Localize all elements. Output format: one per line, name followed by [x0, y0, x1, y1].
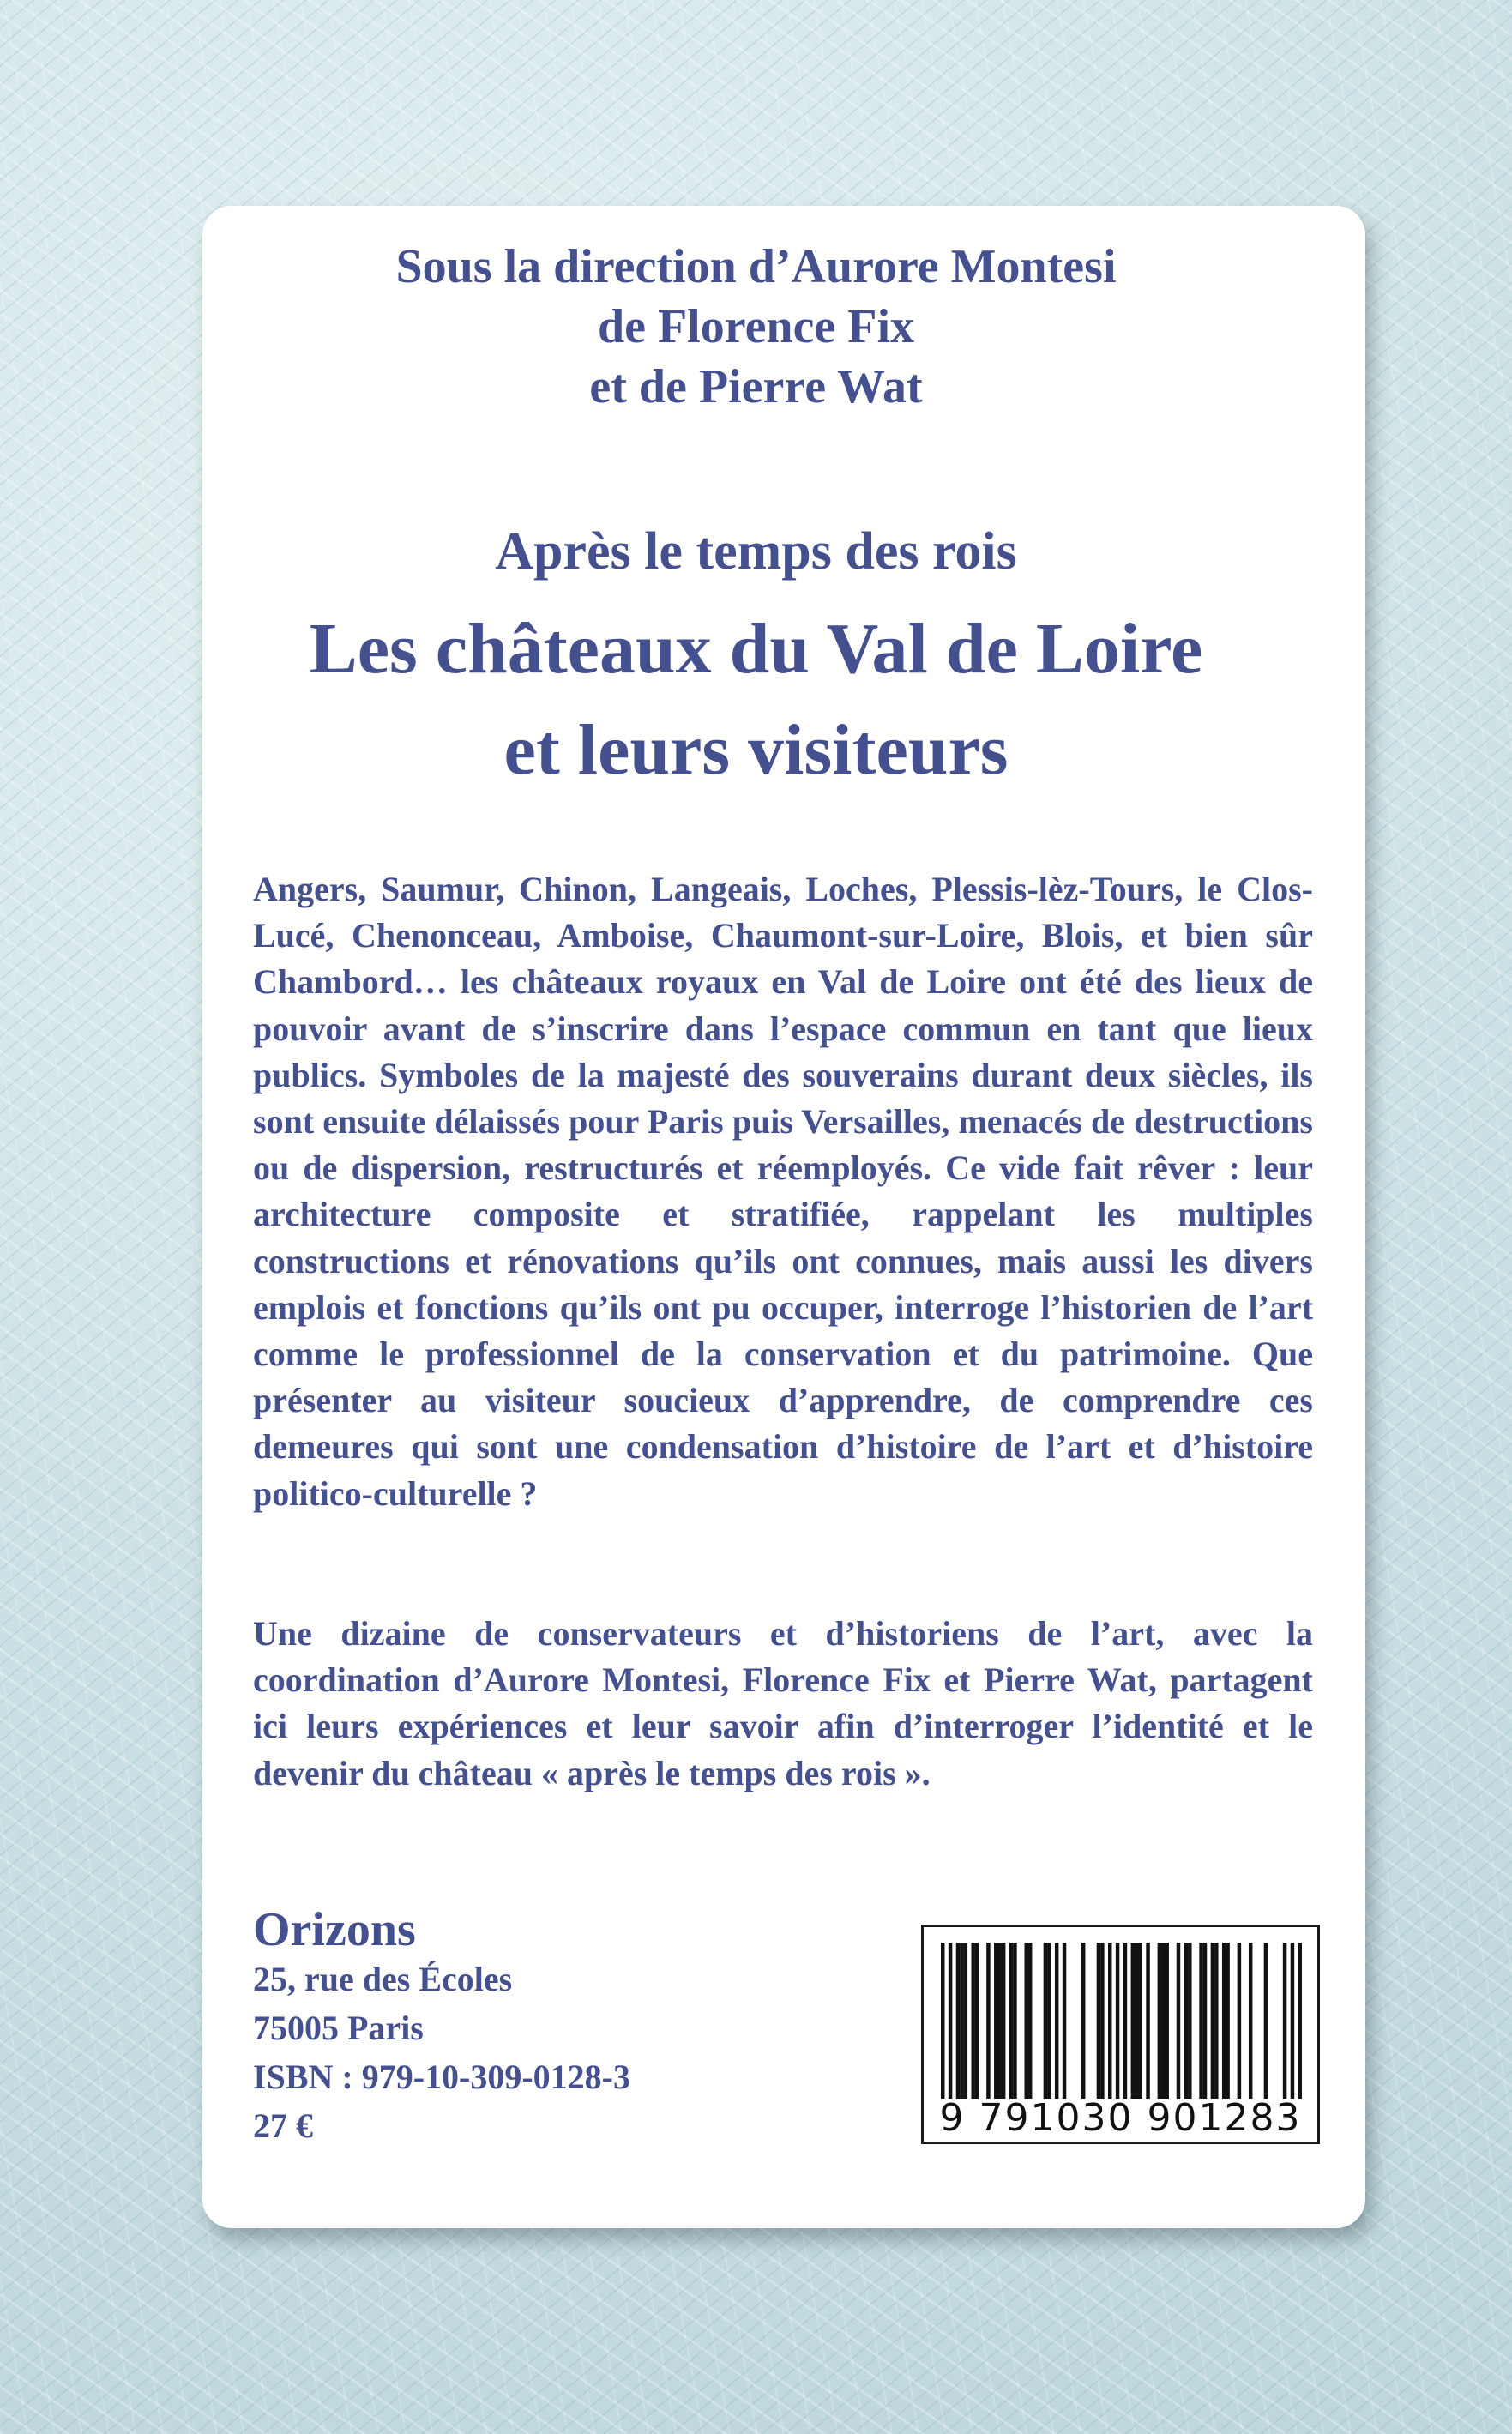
barcode-bar [1214, 1943, 1218, 2099]
barcode-bar [1081, 1943, 1085, 2099]
barcode-bar [1165, 1943, 1168, 2099]
book-price: 27 € [253, 2106, 313, 2145]
barcode-bar [1238, 1943, 1241, 2099]
barcode-bar [1146, 1943, 1149, 2099]
barcode-bar [1002, 1943, 1005, 2099]
barcode-bar [1028, 1943, 1032, 2099]
barcode-bar [964, 1943, 967, 2099]
barcode-bar [949, 1943, 952, 2099]
barcode-bars [941, 1943, 1302, 2099]
isbn-number: ISBN : 979-10-309-0128-3 [253, 2057, 630, 2096]
barcode-bar [1123, 1943, 1127, 2099]
barcode-bar [1188, 1943, 1191, 2099]
barcode-bar [1226, 1943, 1229, 2099]
barcode-bar [1177, 1943, 1180, 2099]
barcode-bar [1131, 1943, 1135, 2099]
barcode-bar [1203, 1943, 1207, 2099]
barcode-bar [1013, 1943, 1016, 2099]
book-subtitle: Après le temps des rois [495, 522, 1017, 581]
barcode-bar [1222, 1943, 1226, 2099]
barcode-bar [1116, 1943, 1119, 2099]
barcode-bar [1044, 1943, 1047, 2099]
barcode-bar [1135, 1943, 1138, 2099]
barcode-bar [1283, 1943, 1286, 2099]
barcode [921, 1925, 1320, 2144]
barcode-digits: 9 791030 901283 [939, 2096, 1302, 2140]
barcode-bar [1211, 1943, 1214, 2099]
publisher-city: 75005 Paris [253, 2009, 424, 2047]
book-title-line-2: et leurs visiteurs [503, 710, 1009, 790]
barcode-bar [1184, 1943, 1188, 2099]
publisher-name: Orizons [253, 1903, 416, 1956]
barcode-bar [1291, 1943, 1294, 2099]
barcode-bar [1047, 1943, 1051, 2099]
barcode-bar [994, 1943, 997, 2099]
book-title-line-1: Les châteaux du Val de Loire [309, 609, 1203, 689]
barcode-bar [1138, 1943, 1142, 2099]
barcode-bar [1100, 1943, 1104, 2099]
barcode-bar [941, 1943, 944, 2099]
barcode-bar [1024, 1943, 1027, 2099]
direction-line-3: et de Pierre Wat [589, 360, 923, 413]
direction-line-2: de Florence Fix [597, 300, 915, 353]
barcode-bar [1199, 1943, 1202, 2099]
barcode-bar [1249, 1943, 1252, 2099]
summary-paragraph-1: Angers, Saumur, Chinon, Langeais, Loches, Plessis-lèz-Tours, le Clos-Lucé, Chenonceau, Amboise, Chaumont-sur-Loire, Blois, et bien sûr Chambord… les châteaux royaux en Val de Loire ont été des lieux de pouvoir avant de s’inscrire dans l’espace commun en tant que lieux publics. Symboles de la majesté des souverains durant deux siècles, ils sont ensuite délaissés pour Paris puis Versailles, menacés de destructions ou de dispersion, restructurés et réemployés. Ce vide fait rêver : leur architecture composite et stratifiée, rappelant les multiples constructions et rénovations qu’ils ont connues, mais aussi les divers emplois et fonctions qu’ils ont pu occuper, interroge l’historien de l’art comme le professionnel de la conservation et du patrimoine. Que présenter au visiteur soucieux d’apprendre, de comprendre ces demeures qui sont une condensation d’histoire de l’art et d’histoire politico-culturelle ? [253, 870, 1313, 1513]
barcode-bar [1108, 1943, 1111, 2099]
barcode-bar [1055, 1943, 1058, 2099]
barcode-bar [960, 1943, 963, 2099]
summary-paragraph-2: Une dizaine de conservateurs et d’historiens de l’art, avec la coordination d’Aurore Montesi, Florence Fix et Pierre Wat, partagent ici leurs expériences et leur savoir afin d’interroger l’identité et le devenir du château « après le temps des rois ». [253, 1614, 1313, 1792]
direction-line-1: Sous la direction d’Aurore Montesi [395, 240, 1117, 293]
barcode-bar [1009, 1943, 1013, 2099]
barcode-bar [1298, 1943, 1302, 2099]
barcode-bar [971, 1943, 974, 2099]
barcode-bar [956, 1943, 960, 2099]
barcode-bar [1264, 1943, 1268, 2099]
barcode-bar [975, 1943, 979, 2099]
publisher-street: 25, rue des Écoles [253, 1960, 513, 1998]
barcode-bar [997, 1943, 1001, 2099]
barcode-bar [986, 1943, 990, 2099]
barcode-bar [1161, 1943, 1165, 2099]
barcode-bar [1063, 1943, 1066, 2099]
barcode-bar [1097, 1943, 1100, 2099]
barcode-bar [1158, 1943, 1161, 2099]
